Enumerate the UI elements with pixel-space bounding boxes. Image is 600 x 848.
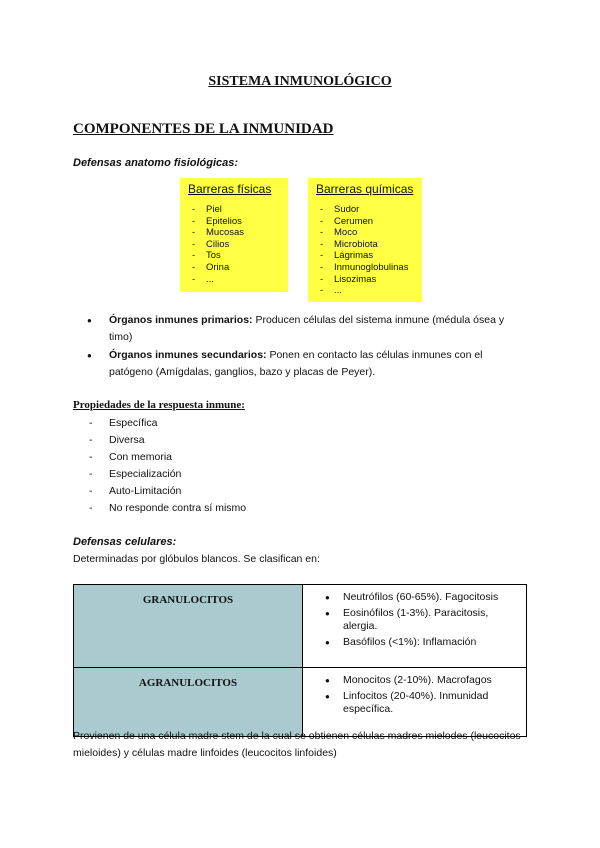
list-item: - ... <box>192 274 280 286</box>
list-item: - Piel <box>192 204 280 216</box>
list-item: ● Neutrófilos (60-65%). Fagocitosis <box>303 591 520 605</box>
organ-term: Órganos inmunes secundarios: <box>109 349 267 361</box>
list-item: ● Linfocitos (20-40%). Inmunidad específica. <box>303 690 520 717</box>
properties-list <box>73 415 246 517</box>
list-item: ● Monocitos (2-10%). Macrofagos <box>303 674 520 688</box>
cell-defense-label: Defensas celulares: <box>73 536 177 548</box>
list-item: - Cilios <box>192 239 280 251</box>
list-item: - Con memoria <box>73 449 246 466</box>
note-title: Barreras químicas <box>316 182 414 196</box>
list-item: - Sudor <box>320 204 414 216</box>
list-item: - Orina <box>192 262 280 274</box>
list-item: - Cerumen <box>320 216 414 228</box>
list-item: - Diversa <box>73 432 246 449</box>
list-item: - Epitelios <box>192 216 280 228</box>
footer-paragraph: Provienen de una célula madre stem de la cual se obtienen células madres mielodes (leucocitos mieloides) y células madre linfoides (leucocitos linfoides) <box>73 730 521 759</box>
list-item: - Mucosas <box>192 227 280 239</box>
list-item: - ... <box>320 285 414 297</box>
section-title: COMPONENTES DE LA INMUNIDAD <box>73 121 334 137</box>
sticky-note-quimicas <box>308 178 422 302</box>
list-item <box>73 347 523 381</box>
leukocyte-table <box>73 584 527 737</box>
note-title: Barreras físicas <box>188 182 272 196</box>
list-item: - Específica <box>73 415 246 432</box>
organ-text: Producen células del sistema inmune (médula ósea y timo) <box>109 314 505 343</box>
table-cell-type: AGRANULOCITOS <box>74 668 303 737</box>
list-item: ● Eosinófilos (1-3%). Paracitosis, alergia. <box>303 607 520 634</box>
list-item: ● Basófilos (<1%): Inflamación <box>303 636 520 650</box>
organs-list <box>73 312 523 382</box>
page-title: SISTEMA INMUNOLÓGICO <box>208 74 392 89</box>
list-item: - Auto-Limitación <box>73 483 246 500</box>
list-item: - Inmunoglobulinas <box>320 262 414 274</box>
table-cell-items <box>303 668 527 737</box>
list-item: - Lágrimas <box>320 250 414 262</box>
list-item: - No responde contra sí mismo <box>73 500 246 517</box>
list-item <box>73 312 523 346</box>
table-row <box>74 585 527 668</box>
list-item: - Tos <box>192 250 280 262</box>
table-cell-items <box>303 585 527 668</box>
organ-term: Órganos inmunes primarios: <box>109 314 253 326</box>
organ-text: Ponen en contacto las células inmunes con el patógeno (Amígdalas, ganglios, bazo y placas de Peyer). <box>109 349 483 378</box>
list-item: - Especialización <box>73 466 246 483</box>
table-cell-type: GRANULOCITOS <box>74 585 303 668</box>
list-item: - Moco <box>320 227 414 239</box>
sticky-note-fisicas <box>180 178 288 292</box>
properties-title: Propiedades de la respuesta inmune: <box>73 399 245 411</box>
cell-intro: Determinadas por glóbulos blancos. Se clasifican en: <box>73 553 320 565</box>
anatomo-label: Defensas anatomo fisiológicas: <box>73 157 239 169</box>
list-item: - Lisozimas <box>320 274 414 286</box>
list-item: - Microbiota <box>320 239 414 251</box>
table-row <box>74 668 527 737</box>
